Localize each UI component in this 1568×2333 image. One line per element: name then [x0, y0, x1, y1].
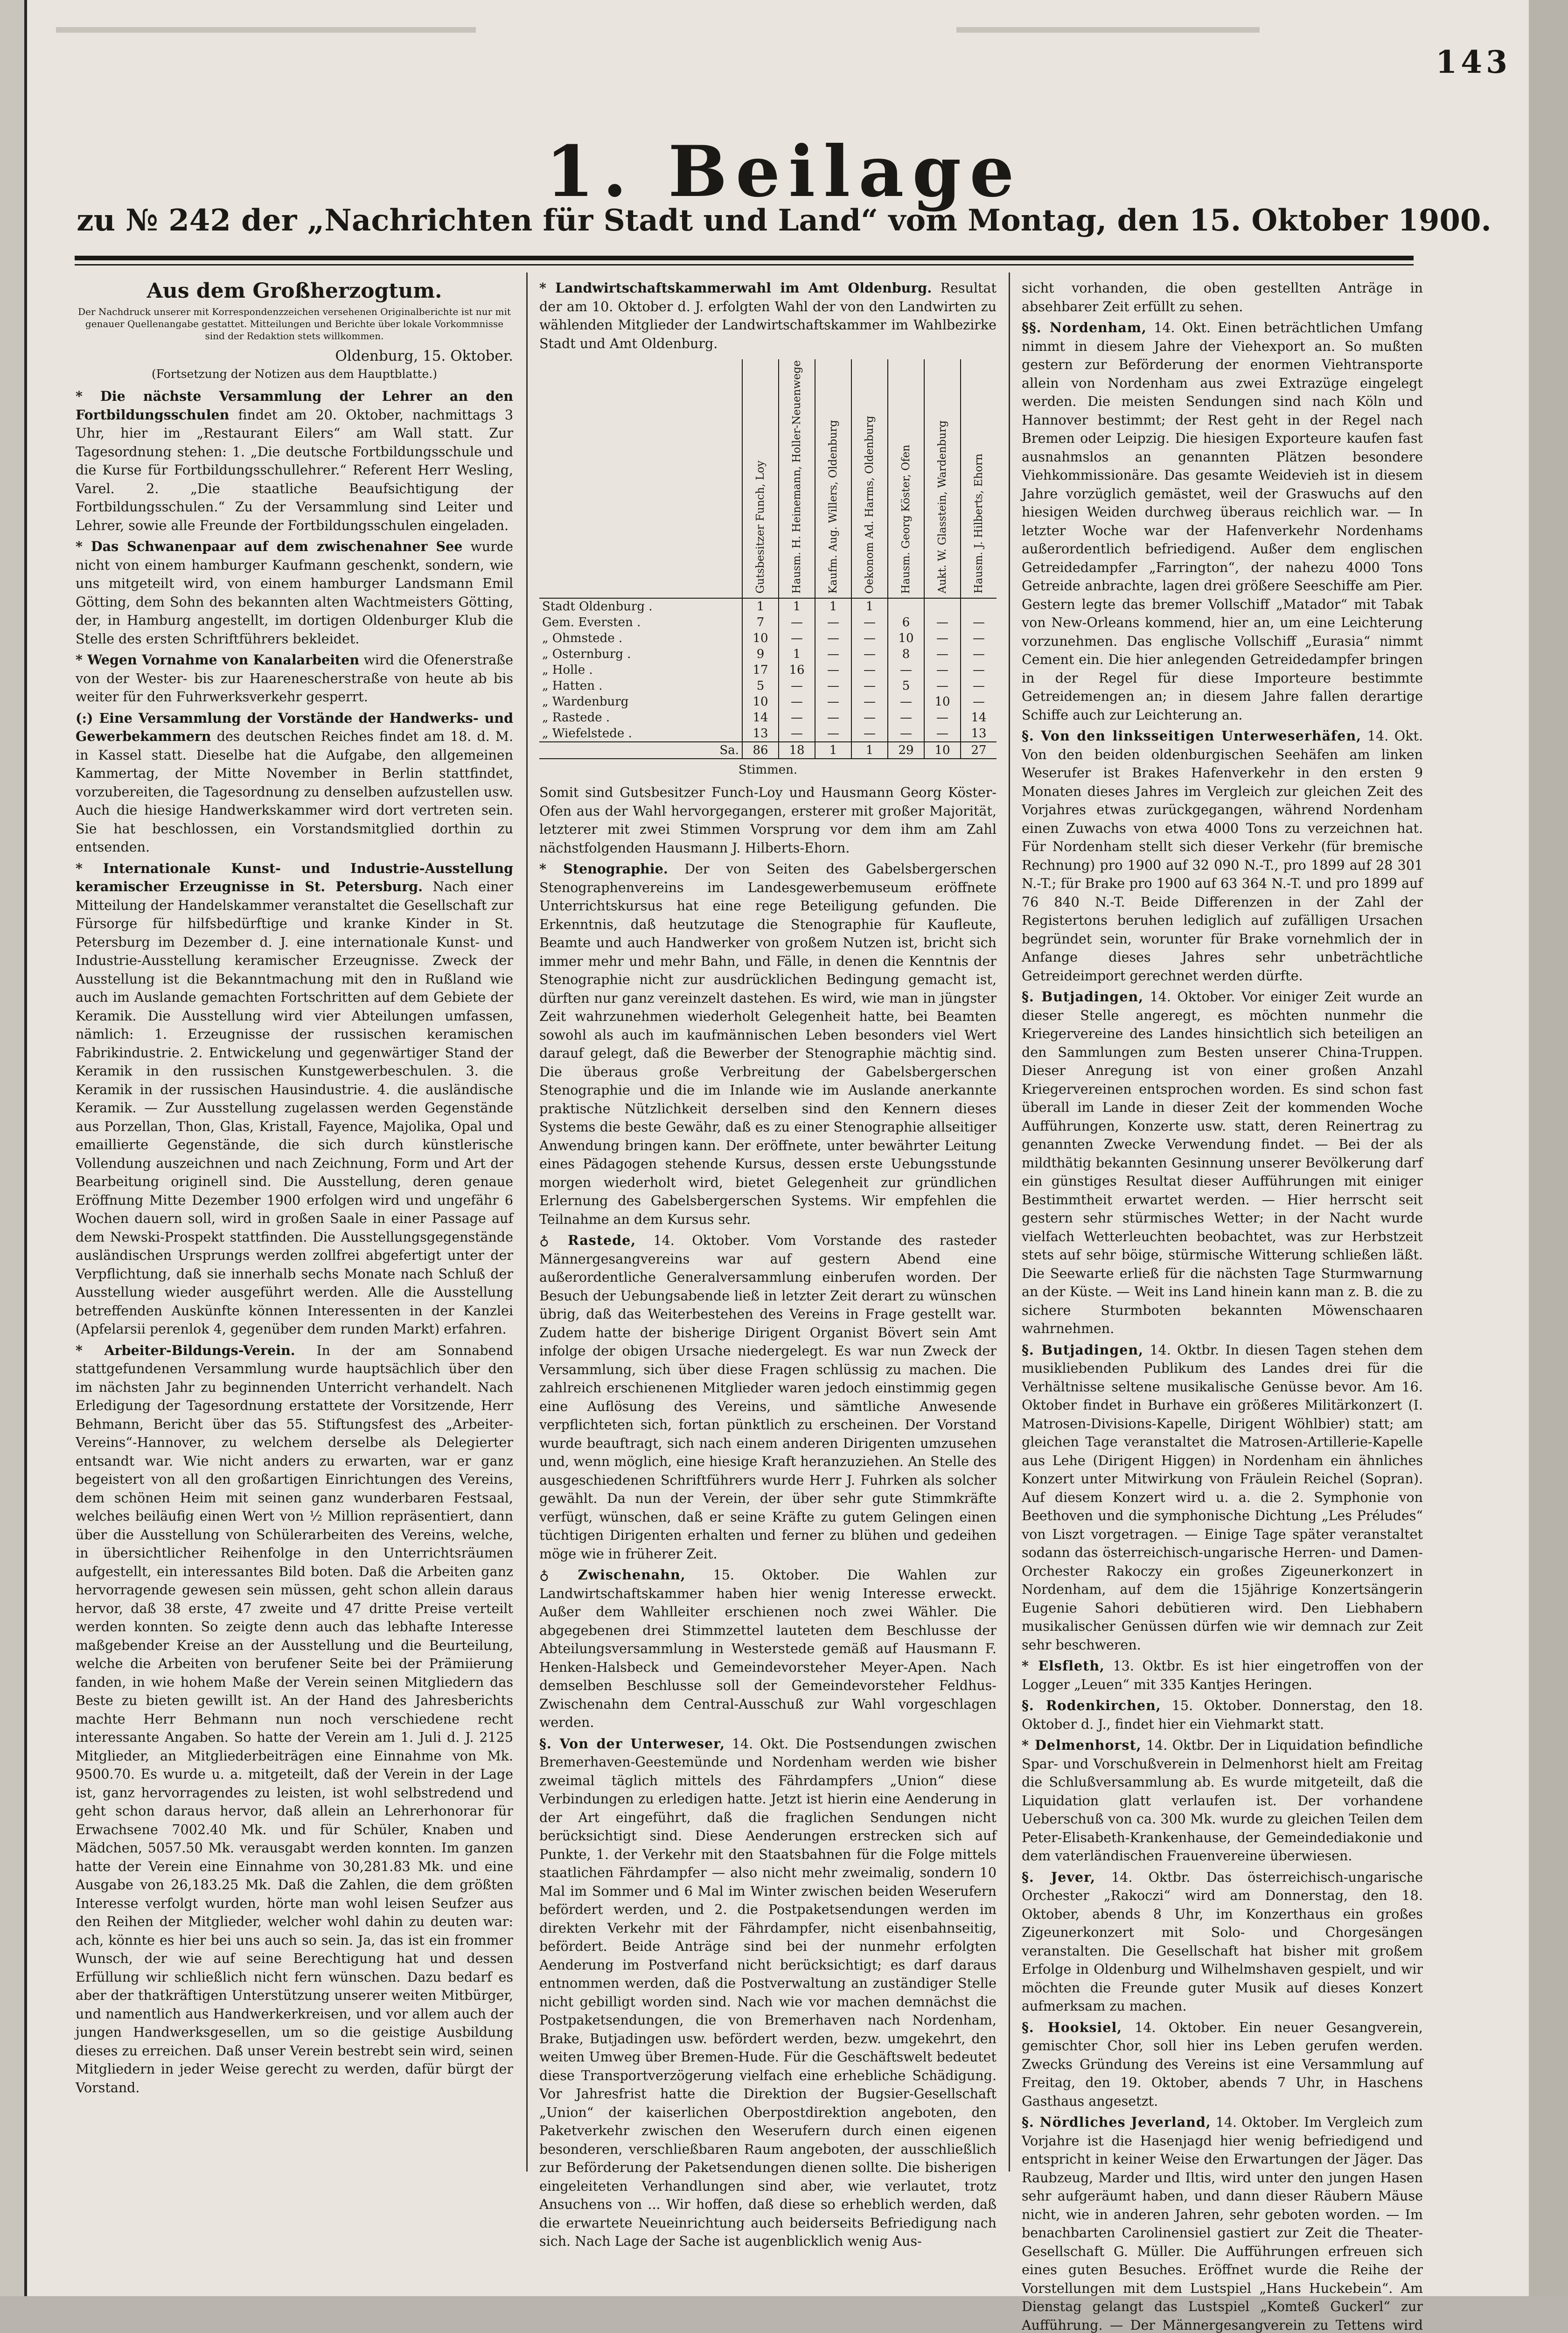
vote-count: 9: [742, 646, 779, 662]
article-headline: §. Hooksiel,: [1022, 2019, 1122, 2035]
vote-count: 7: [742, 615, 779, 630]
article-body: 14. Oktbr. In diesen Tagen stehen dem musikliebenden Publikum des Landes drei für die Verhältnisse seltene musikalische Genüsse bevor. Am 16. Oktober findet in Burhave ein größeres Militärkonzert (I. Matrosen-Divisions-Kapelle, Dirigent Wöhlbier) statt; am gleichen Tage veranstaltet die Matrosen-Artillerie-Kapelle aus Lehe (Dirigent Higgen) in Nordenham ein ähnliches Konzert unter Mitwirkung von Fräulein Reichel (Sopran). Auf diesem Konzert wird u. a. die 2. Symphonie von Beethoven und die symphonische Dichtung „Les Préludes“ von Liszt vorgetragen. — Einige Tage später veranstaltet sodann das österreichisch-ungarische Herren- und Damen-Orchester Rakoczy ein großes Zigeunerkonzert in Nordenham, auf dem die 15jährige Konzertsängerin Eugenie Sahori debütieren wird. Den Liebhabern musikalischer Genüssen dürfen wie wir demnach zur Zeit sehr beschweren.: [1022, 1342, 1423, 1653]
column-3: [1022, 279, 1423, 2333]
article: [1022, 1868, 1423, 2016]
table-total-row: [539, 742, 997, 759]
table-row: [539, 630, 997, 646]
article-headline: * Stenographie.: [539, 861, 668, 877]
dateline: Oldenburg, 15. Oktober.: [335, 348, 513, 364]
vote-count: 10: [888, 630, 924, 646]
article-body: Der von Seiten des Gabelsbergerschen Stenographenvereins im Landesgewerbemuseum eröffnete Unterrichtskursus hat eine rege Beteiligung gefunden. Die Erkenntnis, daß heutzutage die Stenographie für Kaufleute, Beamte und auch Handwerker von großem Nutzen ist, bricht sich immer mehr und mehr Bahn, und Fälle, in denen die Kenntnis der Stenographie nicht zur ausdrücklichen Bedingung gemacht ist, dürften nur ganz vereinzelt dastehen. Es wird, wie man in jüngster Zeit wahrzunehmen wiederholt Gelegenheit hatte, bei Beamten sowohl als auch im kaufmännischen Leben besonders viel Wert darauf gelegt, daß die Bewerber der Stenographie mächtig sind. Die überaus große Verbreitung der Gabelsbergerschen Stenographie und die im Inlande wie im Auslande anerkannte praktische Nützlichkeit derselben sind den Kennern dieses Systems die beste Gewähr, daß es zu einer Stenographie allseitiger Anwendung bringen kann. Der eröffnete, unter bewährter Leitung eines Pädagogen stehende Kursus, dessen erste Uebungsstunde morgen wiederholt wird, bietet Gelegenheit zur gründlichen Erlernung des Gabelsbergerschen Systems. Wir empfehlen die Teilnahme an dem Kursus sehr.: [539, 861, 997, 1227]
table-row: [539, 646, 997, 662]
vote-count: —: [851, 726, 888, 742]
vote-count: —: [779, 694, 815, 710]
vote-count: —: [924, 710, 961, 726]
article-body: 14. Oktober. Im Vergleich zum Vorjahre ist die Hasenjagd hier wenig befriedigend und entspricht in keiner Weise den Erwartungen der Jäger. Das Raubzeug, Marder und Iltis, wird unter den jungen Hasen sehr aufgeräumt haben, und dann dieser Räubern Mäuse nicht, wie in anderen Jahren, sehr geboten worden. — Im benachbarten Carolinensiel gastiert zur Zeit die Theater-Gesellschaft G. Müller. Die Aufführungen erfreuen sich eines guten Besuches. Eröffnet wurde die Reihe der Vorstellungen mit dem Lustspiel „Hans Huckebein“. Am Dienstag gelangt das Lustspiel „Komteß Guckerl“ zur Aufführung. — Der Männergesangverein zu Tettens wird: [1022, 2115, 1423, 2333]
article-list: [76, 387, 513, 2097]
article: [1022, 988, 1423, 1338]
article-headline: ♁ Zwischenahn,: [539, 1567, 686, 1583]
vote-count: 5: [742, 678, 779, 694]
vote-total: 1: [851, 742, 888, 759]
table-header-cell: [961, 359, 997, 598]
article-headline: §. Rodenkirchen,: [1022, 1697, 1161, 1713]
scan-right-margin: [1529, 0, 1568, 2296]
header-rule-thin: [75, 264, 1414, 265]
article-headline: * Elsfleth,: [1022, 1658, 1105, 1674]
vote-count: [961, 598, 997, 615]
article-headline: * Arbeiter-Bildungs-Verein.: [76, 1342, 295, 1358]
article: [76, 1341, 513, 2097]
district-name: Stadt Oldenburg .: [542, 600, 653, 614]
reprint-notice: Der Nachdruck unserer mit Korrespondenzzeichen versehenen Originalberichte ist nur mit genauer Quellenangabe gestattet. Mitteilungen und Berichte über lokale Vorkommnisse sind der Redaktion stets willkommen.: [78, 306, 511, 342]
vote-count: 10: [742, 694, 779, 710]
vote-count: 6: [888, 615, 924, 630]
table-row: [539, 710, 997, 726]
article-headline: §. Butjadingen,: [1022, 1341, 1144, 1358]
district-name: „ Holle .: [542, 663, 593, 678]
vote-count: —: [961, 615, 997, 630]
vote-count: 8: [888, 646, 924, 662]
vote-count: 16: [779, 662, 815, 678]
vote-count: 1: [815, 598, 851, 615]
article-body: 14. Oktbr. Das österreichisch-ungarische Orchester „Rakoczi“ wird am Donnerstag, den 18. Oktober, abends 8 Uhr, im Konzerthaus ein großes Zigeunerkonzert mit Solo- und Chorgesängen veranstalten. Die Gesellschaft hat bisher mit großem Erfolge in Oldenburg und Wilhelmshaven gespielt, und wir möchten die Freunde guter Musik auf dieses Konzert aufmerksam zu machen.: [1022, 1869, 1423, 2014]
table-header-cell: [815, 359, 851, 598]
table-header-row: [539, 359, 997, 598]
article: [1022, 1341, 1423, 1655]
article-body: In der am Sonnabend stattgefundenen Versammlung wurde hauptsächlich über den im nächsten Jahr zu beginnenden Unterricht verhandelt. Nach Erledigung der Tagesordnung erstattete der Vorsitzende, Herr Behmann, Bericht über das 55. Stiftungsfest des „Arbeiter-Vereins“-Hannover, zu welchem derselbe als Delegierter entsandt war. Wie nicht anders zu erwarten, war er ganz begeistert von all den großartigen Einrichtungen des Vereins, dem schönen Heim mit seinen ganz wunderbaren Festsaal, welches beiläufig einen Wert von ½ Million repräsentiert, dann über die Ausstellung von Schülerarbeiten des Vereins, welche, in übersichtlicher Reihenfolge in den Unterrichtsräumen aufgestellt, ein interessantes Bild boten. Daß die Arbeiten ganz hervorragende gewesen sein müssen, geht schon allein daraus hervor, daß 38 erste, 47 zweite und 47 dritte Preise verteilt werden konnten. So zeigte denn auch das lebhafte Interesse maßgebender Kreise an der Ausstellung und die Beurteilung, welche die Arbeiten von berufener Seite bei der Prämiierung fanden, in wie hohem Maße der Verein seinen Mitgliedern das Beste zu bieten gewillt ist. An der Hand des Jahresberichts machte Herr Behmann nun noch verschiedene recht interessante Angaben. So hatte der Verein am 1. Juli d. J. 2125 Mitglieder, an Mitgliederbeiträgen eine Einnahme von Mk. 9500.70. Es wurde u. a. mitgeteilt, daß der Verein in der Lage ist, ganz hervorragendes zu leisten, ist wohl selbstredend und geht schon daraus hervor, daß allein an Lehrerhonorar für Erwachsene 7002.40 Mk. und für Schüler, Knaben und Mädchen, 5057.50 Mk. verausgabt werden konnten. Im ganzen hatte der Verein eine Einnahme von 30,281.83 Mk. und eine Ausgabe von 26,183.25 Mk. Daß die Zahlen, die dem größten Interesse verfolgt wurden, hörte man wohl leisen Seufzer aus den Reihen der Mitglieder, welcher wohl dahin zu deuten war: ach, könnte es hier bei uns auch so sein. Ja, das ist ein frommer Wunsch, der wie auf seine Berechtigung hat und dessen Erfüllung wir schließlich nicht fern wünschen. Dazu bedarf es aber der thatkräftigen Unterstützung unserer weiten Mitbürger, und namentlich aus Handwerkerkreisen, und vor allem auch der jungen Handwerksgesellen, um so die geistige Ausbildung dieses zu erreichen. Daß unser Verein bestrebt sein wird, seinen Mitgliedern in jeder Weise gerecht zu werden, dafür bürgt der Vorstand.: [76, 1342, 513, 2096]
vote-count: —: [888, 694, 924, 710]
vote-total: 86: [742, 742, 779, 759]
vote-count: —: [888, 710, 924, 726]
vote-count: —: [961, 630, 997, 646]
article-headline: * Internationale Kunst- und Industrie-Ausstellung keramischer Erzeugnisse in St. Petersburg.: [76, 860, 513, 894]
vote-count: —: [851, 710, 888, 726]
article-body: 14. Okt. Einen beträchtlichen Umfang nimmt in diesem Jahre der Viehexport an. So mußten gestern zur Beförderung der enormen Viehtransporte allein von Nordenham aus zwei Extrazüge eingelegt werden. Die meisten Sendungen sind nach Köln und Hannover bestimmt; der Rest geht in der Regel nach Bremen oder Leipzig. Die hiesigen Exporteure kaufen fast ausnahmslos an genannten Plätzen besondere Viehkommissionäre. Das gesamte Weidevieh ist in diesem Jahre vorzüglich gemästet, weil der Graswuchs auf den hiesigen Weiden durchweg überaus reichlich war. — In letzter Woche war der Hafenverkehr Nordenhams außerordentlich befriedigend. Außer dem englischen Getreidedampfer „Farrington“, der nahezu 4000 Tons Getreide anbrachte, lagen drei größere Seeschiffe am Pier. Gestern legte das bremer Vollschiff „Matador“ mit Tabak von New-Orleans kommend, hier an, um eine Leichterung vorzunehmen. Das englische Vollschiff „Eurasia“ nimmt Cement ein. Die hier anlegenden Getreidedampfer bringen in der Regel für diese Importeure bestimmte Getreidemengen an; in diesem Jahre fallen derartige Schiffe auch zur Leichterung an.: [1022, 320, 1423, 723]
column-1: [76, 279, 513, 2169]
article-body: des deutschen Reiches findet am 18. d. M. in Kassel statt. Dieselbe hat die Aufgabe, den allgemeinen Kammertag, der Mitte November in Berlin stattfindet, vorzubereiten, die Tagesordnung zu denselben aufzustellen usw. Auch die hiesige Handwerkskammer wird dort vertreten sein. Sie hat beschlossen, ein Vorstandsmitglied dorthin zu entsenden.: [76, 729, 514, 855]
article-body: 14. Oktober. Vom Vorstande des rasteder Männergesangvereins war auf gestern Abend eine außerordentliche Generalversammlung einberufen worden. Der Besuch der Uebungsabende ließ in letzter Zeit derart zu wünschen übrig, daß das Weiterbestehen des Vereins in Frage gestellt war. Zudem hatte der bisherige Dirigent Organist Bövert sein Amt infolge der obigen Ursache niedergelegt. Es war nun Zweck der Versammlung, sich über diese Fragen schlüssig zu machen. Die zahlreich erschienenen Mitglieder waren jedoch einstimmig gegen eine Auflösung des Vereins, und sämtliche Anwesende verpflichteten sich, fortan pünktlich zu erscheinen. Der Vorstand wurde beauftragt, sich nach einem anderen Dirigenten umzusehen und, wenn möglich, eine hiesige Kraft heranzuziehen. An Stelle des ausgeschiedenen Schriftführers wurde Herr J. Fuhrken als solcher gewählt. Da nun der Verein, der über sehr gute Stimmkräfte verfügt, wünschen, daß er seine Kräfte zu gutem Gelingen einen tüchtigen Dirigenten erhalten und ferner zu blühen und gedeihen möge wie in früherer Zeit.: [539, 1233, 997, 1562]
district-name: „ Hatten .: [542, 679, 603, 693]
column-divider: [1009, 272, 1010, 2172]
district-name: „ Osternburg .: [542, 647, 631, 662]
vote-count: 17: [742, 662, 779, 678]
vote-total: 29: [888, 742, 924, 759]
vote-count: —: [851, 662, 888, 678]
article-body: 14. Okt. Von den beiden oldenburgischen Seehäfen am linken Weserufer ist Brakes Hafenverkehr in den ersten 9 Monaten dieses Jahres im Vergleich zur gleichen Zeit des Vorjahres etwas zurückgegangen, während Nordenham einen Zuwachs von etwa 4000 Tons zu verzeichnen hat. Für Nordenham stellt sich dieser Verkehr (für bremische Rechnung) pro 1900 auf 32 090 N.-T., pro 1899 auf 28 301 N.-T.; für Brake pro 1900 auf 63 364 N.-T. und pro 1899 auf 76 840 N.-T. Beide Differenzen in der Zahl der Registertons beruhen lediglich auf zufälligen Ursachen begründet sein, worunter für Brake vornehmlich der in Anfange dieses Jahres sehr unbeträchtliche Getreideimport gerechnet werden dürfte.: [1022, 728, 1423, 984]
article-body: 14. Oktober. Ein neuer Gesangverein, gemischter Chor, soll hier ins Leben gerufen werden. Zwecks Gründung des Vereins ist eine Versammlung auf Freitag, den 19. Oktober, abends 7 Uhr, in Haschens Gasthaus angesetzt.: [1022, 2019, 1423, 2109]
article: [539, 860, 997, 1229]
vote-count: —: [924, 662, 961, 678]
vote-count: —: [961, 646, 997, 662]
article-headline: §. Von den linksseitigen Unterweserhäfen,: [1022, 728, 1362, 744]
article-body: wurde nicht von einem hamburger Kaufmann geschenkt, sondern, wie uns mitgeteilt wird, von einem hamburger Landsmann Emil Götting, dem Sohn des bekannten alten Wachtmeisters Götting, der, in Hamburg angestellt, im dortigen Oldenburger Klub die Stelle des ersten Schriftführers bekleidet.: [76, 539, 514, 647]
vote-count: —: [851, 630, 888, 646]
vote-count: [888, 598, 924, 615]
article-headline: * Landwirtschaftskammerwahl im Amt Oldenburg.: [539, 280, 932, 296]
candidate-name: Oekonom Ad. Harms, Oldenburg: [863, 415, 876, 594]
table-row: [539, 694, 997, 710]
vote-count: —: [779, 615, 815, 630]
table-row: [539, 678, 997, 694]
article-headline: (:) Eine Versammlung der Vorstände der Handwerks- und Gewerbekammern: [76, 710, 513, 744]
vote-count: —: [815, 726, 851, 742]
page-number: 143: [1436, 44, 1511, 80]
article-body: Nach einer Mitteilung der Handelskammer veranstaltet die Gesellschaft zur Fürsorge für hilfsbedürftige und kranke Kinder in St. Petersburg im Dezember d. J. eine internationale Kunst- und Industrie-Ausstellung keramischer Erzeugnisse. Zweck der Ausstellung ist die Bekanntmachung mit den in Rußland wie auch im Auslande gemachten Fortschritten auf dem Gebiete der Keramik. Die Ausstellung wird vier Abteilungen umfassen, nämlich: 1. Erzeugnisse der russischen keramischen Fabrikindustrie. 2. Entwickelung und gegenwärtiger Stand der Keramik in den russischen Kunstgewerbeschulen. 3. die Keramik in der russischen Hausindustrie. 4. die ausländische Keramik. — Zur Ausstellung zugelassen werden Gegenstände aus Porzellan, Thon, Glas, Kristall, Fayence, Majolika, Opal und emaillierte Gegenstände, die sich durch künstlerische Vollendung auszeichnen und nach Zeichnung, Form und Art der Bearbeitung originell sind. Die Ausstellung, deren genaue Eröffnung Mitte Dezember 1900 erfolgen wird und ungefähr 6 Wochen dauern soll, wird in großen Saale in einer Passage auf dem Newski-Prospekt stattfinden. Die Ausstellungsgegenstände ausländischen Ursprungs werden zollfrei abgefertigt unter der Verpflichtung, daß sie innerhalb sechs Monate nach Schluß der Ausstellung wieder ausgeführt werden. Alle die Ausstellung betreffenden Auskünfte können Interessenten in der Kanzlei (Apfelarsii perenlok 4, gegenüber dem runden Markt) erfahren.: [76, 879, 513, 1337]
vote-count: 13: [742, 726, 779, 742]
vote-total: 10: [924, 742, 961, 759]
table-row: [539, 598, 997, 615]
table-footnote: Stimmen.: [738, 763, 798, 777]
vote-count: —: [779, 630, 815, 646]
article: [539, 1735, 997, 2251]
article-body: Resultat der am 10. Oktober d. J. erfolgten Wahl der von den Landwirten zu wählenden Mitglieder der Landwirtschaftskammer im Wahlbezirke Stadt und Amt Oldenburg.: [539, 280, 997, 351]
article-body: 15. Oktober. Die Wahlen zur Landwirtschaftskammer haben hier wenig Interesse erweckt. Außer dem Wahlleiter erschienen noch zwei Wähler. Die abgegebenen drei Stimmzettel lauteten dem Beschlusse der Abteilungsversammlung in Westerstede gemäß auf Hausmann F. Henken-Halsbeck und Gemeindevorsteher Meyer-Apen. Nach demselben Beschlusse soll der Gemeindevorsteher Feldhus-Zwischenahn dem Central-Ausschuß zur Wahl vorgeschlagen werden.: [539, 1567, 997, 1731]
candidate-name: Aukt. W. Glasstein, Wardenburg: [936, 420, 948, 594]
vote-count: —: [851, 615, 888, 630]
district-name: „ Rastede .: [542, 711, 610, 725]
article-headline: §. Jever,: [1022, 1869, 1095, 1885]
vote-count: —: [888, 662, 924, 678]
vote-count: —: [961, 678, 997, 694]
vote-count: 1: [742, 598, 779, 615]
article-body: Somit sind Gutsbesitzer Funch-Loy und Hausmann Georg Köster-Ofen aus der Wahl hervorgegangen, ersterer mit großer Majorität, letzterer mit zwei Stimmen Vorsprung vor dem ihm am Zahl nächstfolgenden Hausmann J. Hilberts-Ehorn.: [539, 785, 997, 856]
article: [76, 387, 513, 535]
vote-total: 1: [815, 742, 851, 759]
article: [1022, 2113, 1423, 2333]
vote-count: [924, 598, 961, 615]
candidate-name: Hausm. H. Heinemann, Holler-Neuenwege: [790, 360, 803, 594]
table-row: [539, 726, 997, 742]
article-body: 14. Oktbr. Der in Liquidation befindliche Spar- und Vorschußverein in Delmenhorst hielt am Freitag die Schlußversammlung ab. Es wurde mitgeteilt, daß die Liquidation glatt verlaufen ist. Der vorhandene Ueberschuß von ca. 300 Mk. wurde zu gleichen Teilen dem Peter-Elisabeth-Krankenhause, der Gemeindediakonie und dem vaterländischen Frauenvereine überwiesen.: [1022, 1738, 1423, 1864]
district-name: „ Wiefelstede .: [542, 726, 632, 741]
table-row: [539, 662, 997, 678]
vote-count: —: [779, 710, 815, 726]
vote-count: —: [815, 646, 851, 662]
vote-count: 10: [924, 694, 961, 710]
article-headline: §. Butjadingen,: [1022, 989, 1144, 1005]
column-divider: [526, 272, 528, 2172]
article-headline: * Das Schwanenpaar auf dem zwischenahner See: [76, 538, 463, 554]
article: [1022, 2019, 1423, 2111]
article-body: sicht vorhanden, die oben gestellten Anträge in absehbarer Zeit erfüllt zu sehen.: [1022, 280, 1423, 314]
vote-count: —: [924, 646, 961, 662]
total-label: Sa.: [539, 742, 742, 759]
article-headline: ♁ Rastede,: [539, 1232, 636, 1249]
bleed-through-line: [956, 27, 1260, 33]
district-name: Gem. Eversten .: [542, 615, 641, 630]
vote-count: 5: [888, 678, 924, 694]
vote-count: 10: [742, 630, 779, 646]
vote-count: —: [851, 646, 888, 662]
vote-count: 1: [851, 598, 888, 615]
article: [1022, 1697, 1423, 1733]
scan-left-margin: [0, 0, 27, 2296]
article-body: 14. Okt. Die Postsendungen zwischen Bremerhaven-Geestemünde und Nordenham werden wie bisher zweimal täglich mittels des Fährdampfers „Union“ diese Verbindungen zu erledigen hatte. Jetzt ist hierin eine Aenderung in der Art eingeführt, daß die fraglichen Sendungen nicht berücksichtigt sind. Diese Aenderungen erstrecken sich auf Punkte, 1. der Verkehr mit den Staatsbahnen für die Folge mittels staatlichen Fährdampfer — also nicht mehr zweimalig, sondern 10 Mal im Sommer und 6 Mal im Winter zwischen beiden Weserufern befördert werden, und 2. die Postpaketsendungen werden im direkten Verkehr mit der Fährdampfer, nicht eisenbahnseitig, befördert. Beide Anträge sind bei der nunmehr erfolgten Aenderung im Postverfand nicht berücksichtigt; es darf daraus entnommen werden, daß die Postverwaltung an zuständiger Stelle nicht gebilligt worden sind. Nach wie vor machen demnächst die Postpaketsendungen, die von Bremerhaven nach Nordenham, Brake, Butjadingen usw. befördert werden, bezw. umgekehrt, den weiten Umweg über Bremen-Hude. Für die Geschäftswelt bedeutet diese Transportverzögerung vielfach eine erhebliche Schädigung. Vor Jahresfrist hatte die Direktion der Bugsier-Gesellschaft „Union“ der kaiserlichen Oberpostdirektion angeboten, den Paketverkehr zwischen den Weserufern durch einen eigenen besonderen, verschließbaren Raum angeboten, der ausschließlich zur Beförderung der Paketsendungen dienen sollte. Die bisherigen eingeleiteten Verhandlungen sind aber, wie verlautet, trotz Ansuchens von ... Wir hoffen, daß diese so erheblich werden, daß die erwartete Neueinrichtung auch beiderseits Befriedigung nach sich. Nach Lage der Sache ist augenblicklich wenig Aus-: [539, 1736, 997, 2249]
article: [1022, 1736, 1423, 1865]
vote-count: —: [924, 615, 961, 630]
article: [1022, 727, 1423, 985]
candidate-name: Hausm. Georg Köster, Ofen: [899, 444, 912, 594]
article: [76, 538, 513, 648]
article: [76, 651, 513, 706]
vote-count: 13: [961, 726, 997, 742]
article-body: findet am 20. Oktober, nachmittags 3 Uhr, hier im „Restaurant Eilers“ am Wall statt. Zur Tagesordnung stehen: 1. „Die deutsche Fortbildungsschule und die Kurse für Fortbildungsschullehrer.“ Referent Herr Wesling, Varel. 2. „Die staatliche Beaufsichtigung der Fortbildungsschulen.“ Zu der Versammlung sind Leiter und Lehrer, sowie alle Freunde der Fortbildungsschulen eingeladen.: [76, 407, 513, 533]
vote-count: —: [815, 678, 851, 694]
candidate-name: Gutsbesitzer Funch, Loy: [754, 461, 767, 594]
vote-count: —: [851, 678, 888, 694]
article-body: 15. Oktober. Donnerstag, den 18. Oktober d. J., findet hier ein Viehmarkt statt.: [1022, 1698, 1423, 1732]
section-title: Aus dem Großherzogtum.: [146, 279, 442, 303]
table-header-cell: [779, 359, 815, 598]
article: [76, 859, 513, 1339]
article-body: wird die Ofenerstraße von der Wester- bis zur Haarenescherstraße von heute ab bis weiter für den Fuhrwerksverkehr gesperrt.: [76, 652, 513, 705]
issue-subtitle: zu № 242 der „Nachrichten für Stadt und Land“ vom Montag, den 15. Oktober 1900.: [77, 203, 1491, 238]
district-name: „ Ohmstede .: [542, 631, 623, 646]
article-body: 14. Oktober. Vor einiger Zeit wurde an dieser Stelle angeregt, es möchten nunmehr die Kriegervereine des Landes hinsichtlich sich beteiligen an den Sammlungen zum Besten unserer China-Truppen. Dieser Anregung ist von einer großen Anzahl Kriegervereinen entsprochen worden. Es sind schon fast überall im Lande in dieser Zeit der kommenden Woche Aufführungen, Konzerte usw. statt, deren Reinertrag zu genannten Zwecke Verwendung findet. — Bei der als mildthätig bekannten Gesinnung unserer Bevölkerung darf ein günstiges Resultat dieser Aufführungen mit einiger Bestimmtheit erwartet werden. — Hier herrscht seit gestern sehr stürmisches Wetter; in der Nacht wurde vielfach Wetterleuchten beobachtet, was zur Herbstzeit stets auf sehr böige, stürmische Witterung schließen läßt. Die Seewarte erließ für die nächsten Tage Sturmwarnung an der Küste. — Weit ins Land hinein kann man z. B. die zu sichere Sturmboten bekannten Möwenschaaren wahrnehmen.: [1022, 989, 1423, 1336]
supplement-title: 1. Beilage: [545, 131, 1023, 213]
article: [1022, 1657, 1423, 1694]
vote-count: —: [961, 694, 997, 710]
header-rule-thick: [75, 256, 1414, 260]
article-headline: * Delmenhorst,: [1022, 1737, 1142, 1753]
article-headline: §. Nördliches Jeverland,: [1022, 2114, 1211, 2130]
continuation-note: (Fortsetzung der Notizen aus dem Hauptblatte.): [151, 367, 438, 381]
vote-count: —: [924, 630, 961, 646]
vote-count: 1: [779, 598, 815, 615]
vote-count: —: [815, 710, 851, 726]
vote-total: 27: [961, 742, 997, 759]
vote-count: —: [924, 726, 961, 742]
article-headline: * Die nächste Versammlung der Lehrer an den Fortbildungsschulen: [76, 388, 513, 423]
article: [1022, 319, 1423, 724]
table-header-cell: [888, 359, 924, 598]
bleed-through-line: [56, 27, 476, 33]
article-headline: * Wegen Vornahme von Kanalarbeiten: [76, 652, 360, 668]
vote-count: —: [815, 615, 851, 630]
table-header-cell: [851, 359, 888, 598]
vote-count: —: [924, 678, 961, 694]
vote-count: —: [815, 694, 851, 710]
table-header-cell: [742, 359, 779, 598]
table-header-cell: [924, 359, 961, 598]
vote-count: —: [779, 726, 815, 742]
vote-count: 1: [779, 646, 815, 662]
vote-total: 18: [779, 742, 815, 759]
article-headline: §. Von der Unterweser,: [539, 1735, 725, 1752]
vote-count: —: [815, 630, 851, 646]
vote-count: —: [815, 662, 851, 678]
article-headline: §§. Nordenham,: [1022, 320, 1147, 335]
candidate-name: Kaufm. Aug. Willers, Oldenburg: [827, 419, 839, 594]
vote-count: —: [851, 694, 888, 710]
table-header-cell: [539, 359, 742, 598]
article: [539, 1231, 997, 1563]
election-results-table: [539, 359, 997, 759]
article: [76, 709, 513, 857]
article: [539, 279, 997, 353]
column-2: [539, 279, 997, 2249]
district-name: „ Wardenburg: [542, 695, 629, 709]
vote-count: 14: [742, 710, 779, 726]
article: [1022, 279, 1423, 316]
article-body: 13. Oktbr. Es ist hier eingetroffen von der Logger „Leuen“ mit 335 Kantjes Heringen.: [1022, 1658, 1423, 1692]
vote-count: —: [888, 726, 924, 742]
vote-count: 14: [961, 710, 997, 726]
table-row: [539, 615, 997, 630]
vote-count: —: [961, 662, 997, 678]
candidate-name: Hausm. J. Hilberts, Ehorn: [972, 454, 985, 594]
vote-count: —: [779, 678, 815, 694]
article: [539, 1566, 997, 1732]
